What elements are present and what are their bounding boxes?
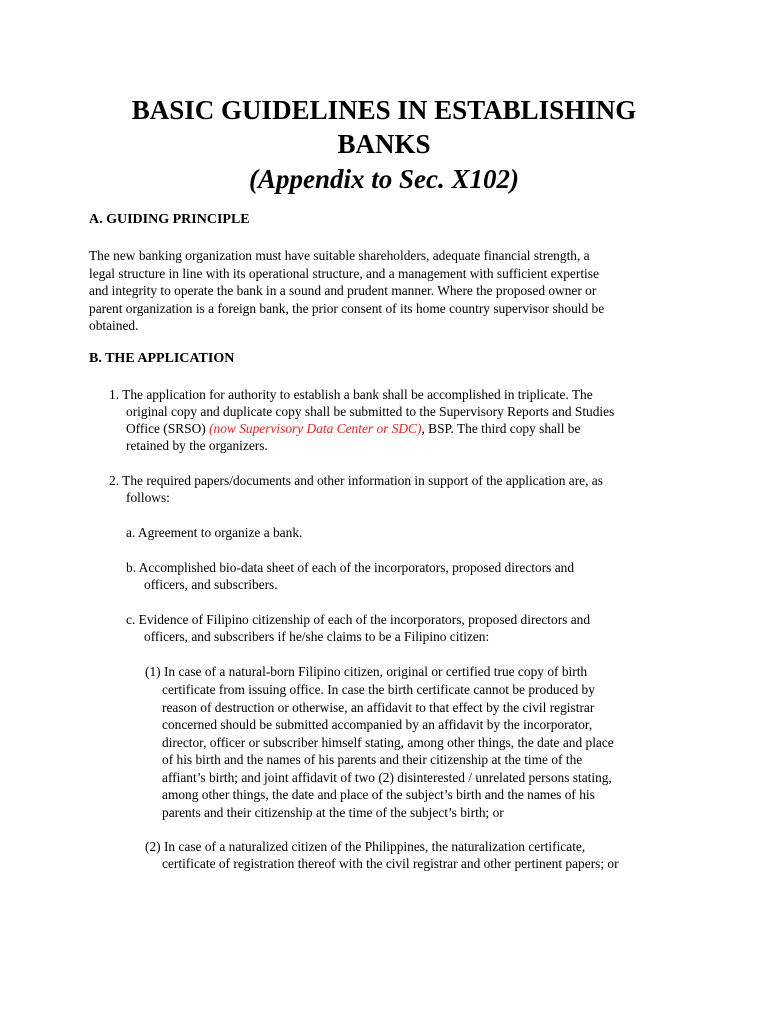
item-a-line1: a. Agreement to organize a bank. — [126, 525, 303, 540]
item-1-line3-after: , BSP. The third copy shall be — [421, 421, 581, 436]
item-1-line1: 1. The application for authority to establish a bank shall be accomplished in triplicate. The — [109, 387, 593, 402]
item-2-line2: follows: — [126, 490, 170, 505]
item-c1-line: certificate from issuing office. In case the birth certificate cannot be produced by — [162, 682, 595, 697]
item-1-line3-before: Office (SRSO) — [126, 421, 210, 436]
item-1-line3 — [126, 420, 580, 438]
sdc-note: (now Supervisory Data Center or SDC) — [209, 421, 422, 436]
item-c-line2: officers, and subscribers if he/she claims to be a Filipino citizen: — [144, 629, 490, 644]
item-c1-paragraph — [162, 681, 614, 821]
item-1-line2: original copy and duplicate copy shall be submitted to the Supervisory Reports and Studies — [126, 404, 615, 419]
item-c2-line: (2) In case of a naturalized citizen of the Philippines, the naturalization certificate, — [145, 839, 586, 854]
document-title-line1: BASIC GUIDELINES IN ESTABLISHING — [131, 95, 637, 125]
item-c1-line: parents and their citizenship at the time of the subject’s birth; or — [162, 804, 504, 820]
section-a-line: parent organization is a foreign bank, the prior consent of its home country supervisor should be — [89, 300, 605, 316]
section-a-heading: A. GUIDING PRINCIPLE — [89, 212, 250, 227]
item-c1-line: (1) In case of a natural-born Filipino citizen, original or certified true copy of birth — [145, 664, 588, 679]
item-c-line1: c. Evidence of Filipino citizenship of each of the incorporators, proposed directors and — [126, 612, 591, 627]
section-b-heading: B. THE APPLICATION — [89, 351, 235, 366]
document-title-line2: BANKS — [337, 129, 431, 159]
item-c1-line: director, officer or subscriber himself stating, among other things, the date and place — [162, 734, 614, 750]
section-a-line: The new banking organization must have suitable shareholders, adequate financial strength, a — [89, 248, 590, 263]
section-a-line: obtained. — [89, 318, 139, 333]
item-b-line1: b. Accomplished bio-data sheet of each of the incorporators, proposed directors and — [126, 560, 575, 575]
item-c1-line: affiant’s birth; and joint affidavit of two (2) disinterested / unrelated persons stating, — [162, 769, 612, 785]
section-a-line: legal structure in line with its operational structure, and a management with sufficient expertise — [89, 265, 599, 281]
item-1-line4: retained by the organizers. — [126, 438, 268, 453]
item-c1-line: among other things, the date and place of the subject’s birth and the names of his — [162, 787, 595, 802]
section-a-paragraph — [89, 247, 604, 335]
item-2-line1: 2. The required papers/documents and other information in support of the application are, as — [109, 473, 603, 488]
document-subtitle: (Appendix to Sec. X102) — [249, 164, 519, 194]
item-b-line2: officers, and subscribers. — [144, 577, 278, 592]
item-c1-line: reason of destruction or otherwise, an affidavit to that effect by the civil registrar — [162, 699, 595, 715]
item-c2-line: certificate of registration thereof with the civil registrar and other pertinent papers; or — [162, 856, 619, 871]
item-c1-line: concerned should be submitted accompanied by an affidavit by the incorporator, — [162, 717, 593, 732]
item-c1-line: of his birth and the names of his parents and their citizenship at the time of the — [162, 752, 583, 767]
section-a-line: and integrity to operate the bank in a sound and prudent manner. Where the proposed owner or — [89, 283, 597, 298]
